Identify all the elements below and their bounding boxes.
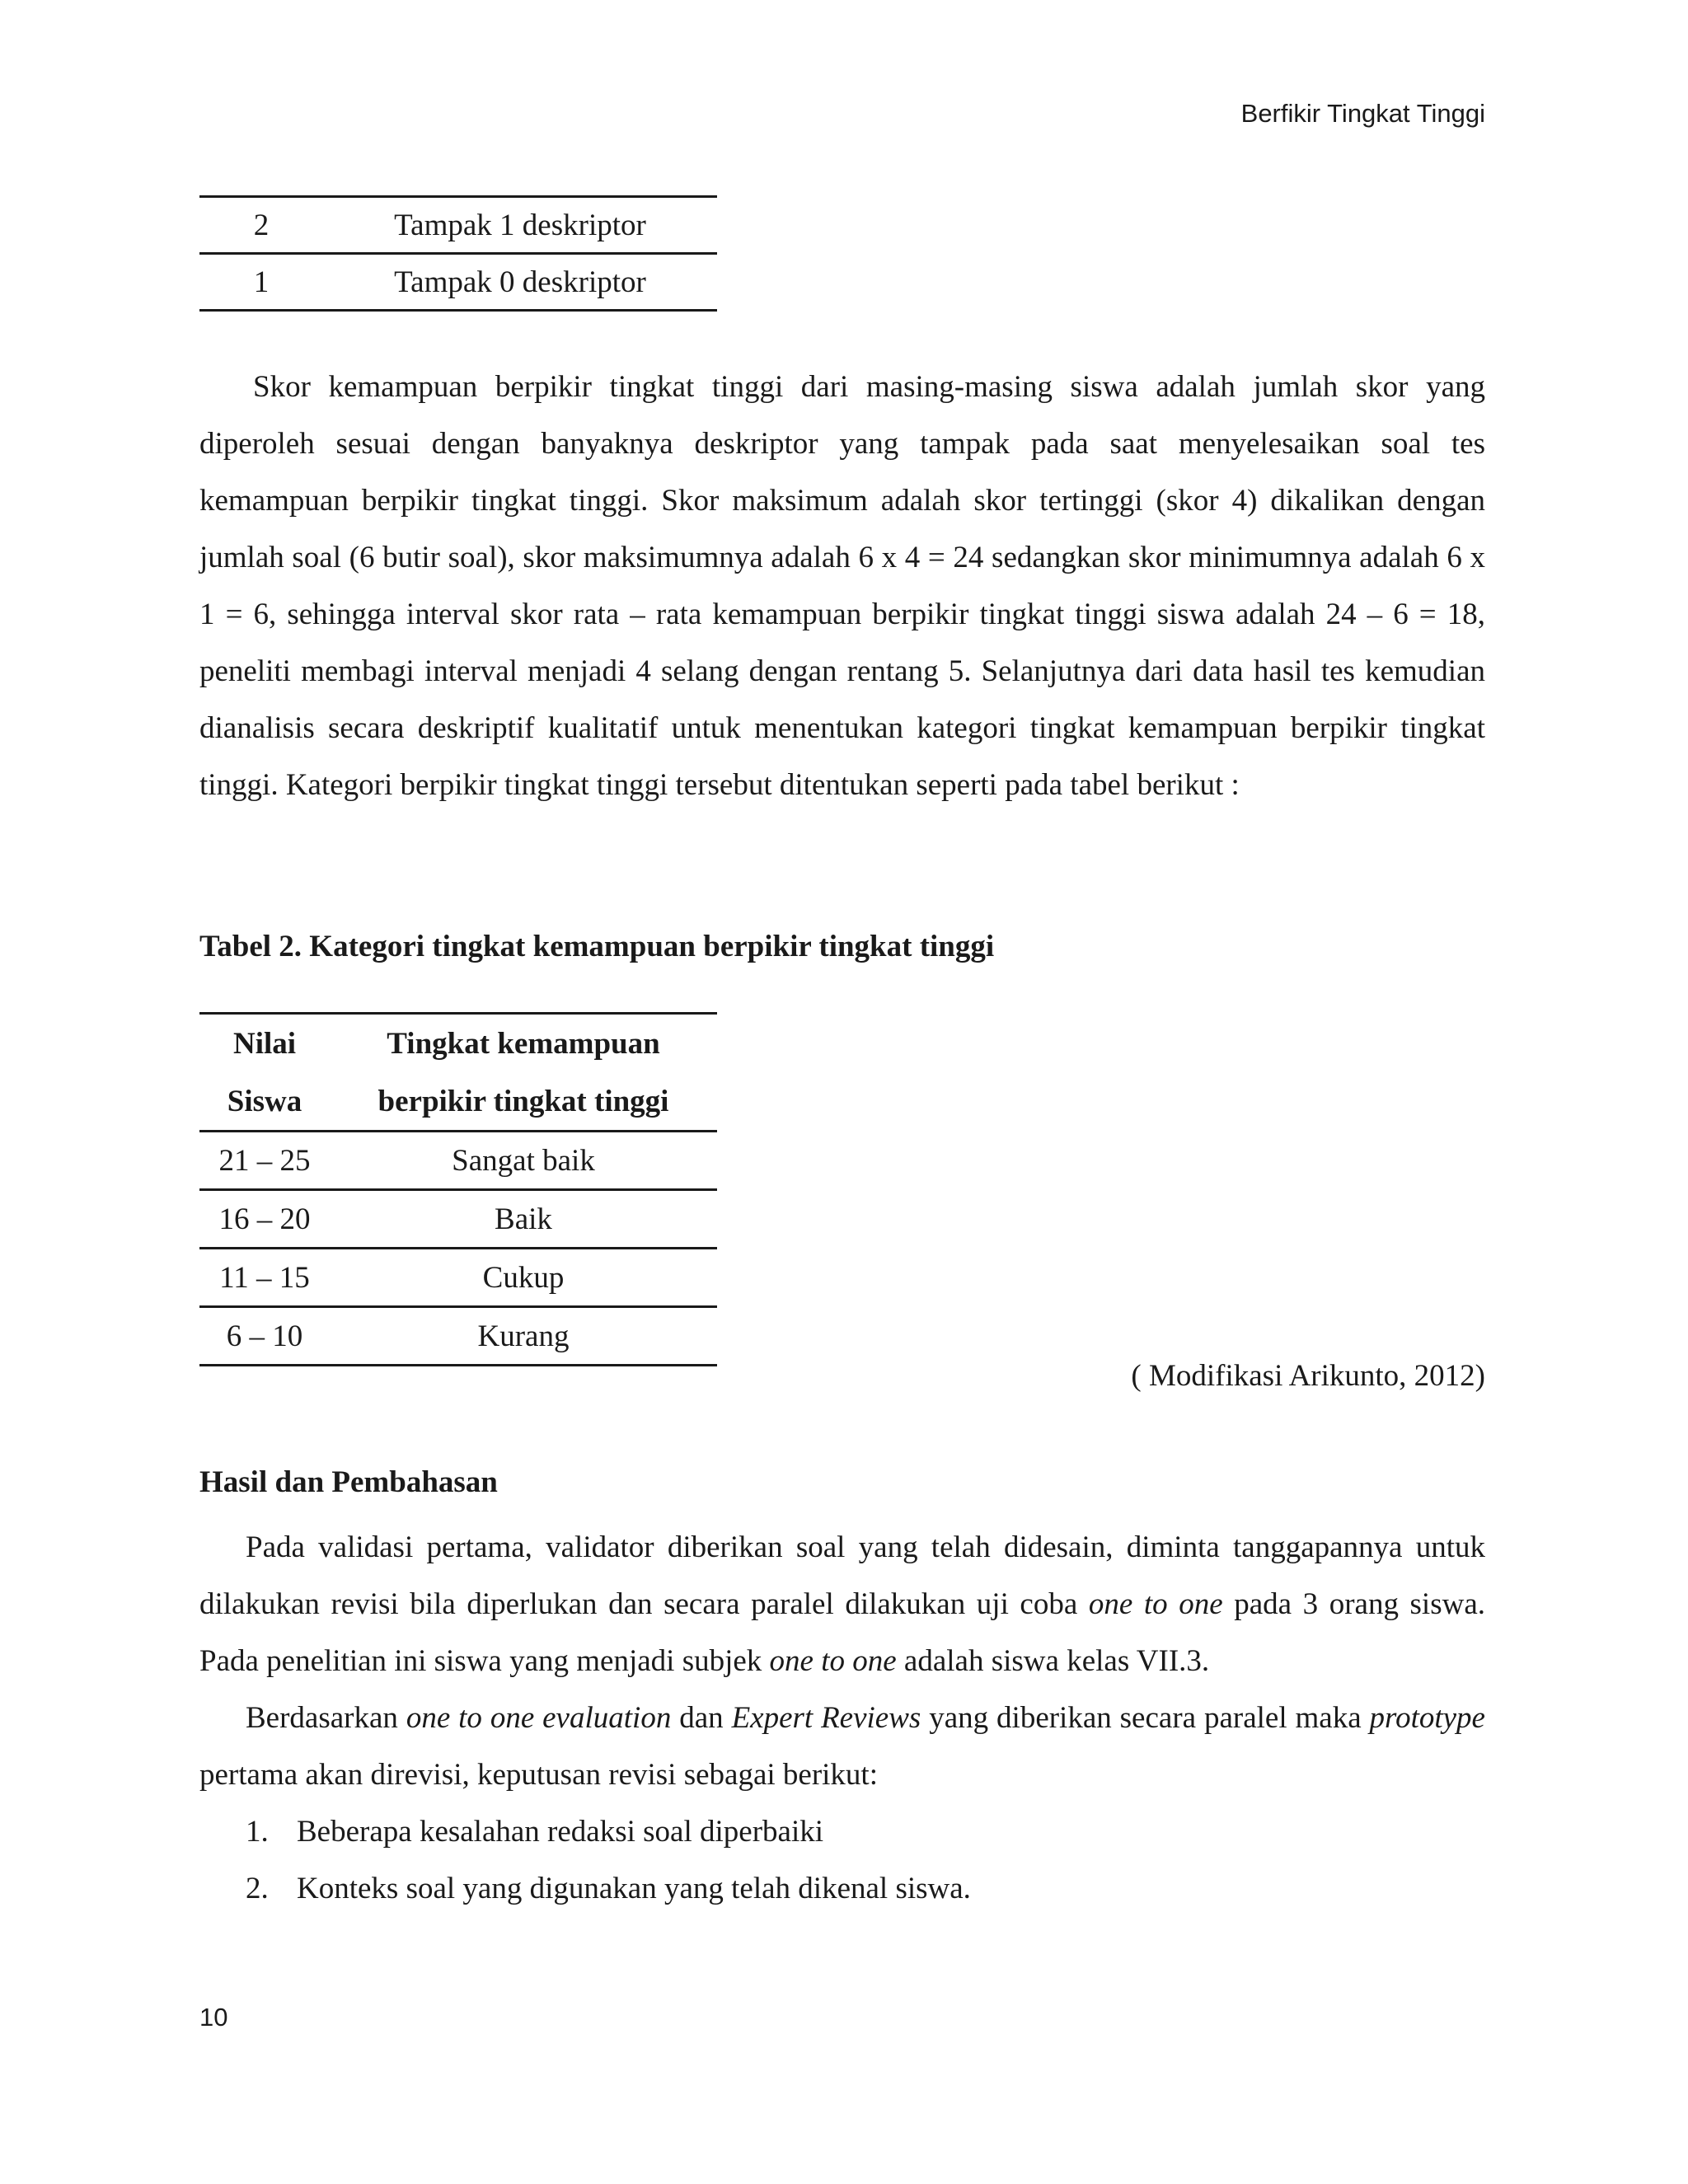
body-paragraph-validation xyxy=(199,1519,1485,1690)
table-header-row xyxy=(199,1014,717,1073)
text-run: Berdasarkan xyxy=(246,1701,406,1735)
score-cell: 2 xyxy=(253,208,270,242)
italic-term: one to one xyxy=(769,1644,897,1678)
italic-term: Expert Reviews xyxy=(731,1701,921,1735)
table-header-row xyxy=(199,1072,717,1132)
list-item xyxy=(246,1803,971,1860)
header-cell-siswa: Siswa xyxy=(227,1084,302,1118)
header-cell-berpikir: berpikir tingkat tinggi xyxy=(377,1084,669,1118)
body-paragraph-scoring: Skor kemampuan berpikir tingkat tinggi dari masing-masing siswa adalah jumlah skor yang diperoleh sesuai dengan banyaknya deskriptor yang tampak pada saat menyelesaikan soal tes kemampuan berpikir tingkat tinggi. Skor maksimum adalah skor tertinggi (skor 4) dikalikan dengan jumlah soal (6 butir soal), skor maksimumnya adalah 6 x 4 = 24 sedangkan skor minimumnya adalah 6 x 1 = 6, sehingga interval skor rata – rata kemampuan berpikir tingkat tinggi siswa adalah 24 – 6 = 18, peneliti membagi interval menjadi 4 selang dengan rentang 5. Selanjutnya dari data hasil tes kemudian dianalisis secara deskriptif kualitatif untuk menentukan kategori tingkat kemampuan berpikir tingkat tinggi. Kategori berpikir tingkat tinggi tersebut ditentukan seperti pada tabel berikut : xyxy=(199,370,1485,802)
text-run: dan xyxy=(671,1701,732,1735)
running-header: Berfikir Tingkat Tinggi xyxy=(1240,99,1485,128)
text-run: adalah siswa kelas VII.3. xyxy=(896,1644,1210,1678)
revision-list xyxy=(246,1803,971,1917)
italic-term: one to one xyxy=(1088,1587,1223,1621)
table-source-citation: ( Modifikasi Arikunto, 2012) xyxy=(1131,1359,1485,1393)
list-item-text: Konteks soal yang digunakan yang telah dikenal siswa. xyxy=(297,1872,971,1905)
descriptor-cell: Tampak 1 deskriptor xyxy=(394,208,646,242)
table-row xyxy=(199,1307,717,1366)
category-cell: Kurang xyxy=(477,1319,570,1353)
range-cell: 16 – 20 xyxy=(218,1202,311,1236)
category-cell: Sangat baik xyxy=(452,1143,595,1178)
category-cell: Baik xyxy=(495,1202,552,1236)
text-run: yang diberikan secara paralel maka xyxy=(921,1701,1370,1735)
range-cell: 21 – 25 xyxy=(218,1143,311,1178)
text-run: pertama akan direvisi, keputusan revisi sebagai berikut: xyxy=(199,1758,878,1792)
header-cell-tingkat: Tingkat kemampuan xyxy=(330,1014,717,1073)
table-caption: Tabel 2. Kategori tingkat kemampuan berpikir tingkat tinggi xyxy=(199,930,995,963)
list-number: 2. xyxy=(246,1872,269,1905)
header-cell-nilai: Nilai xyxy=(199,1014,330,1073)
table-row xyxy=(199,1190,717,1249)
table-row xyxy=(199,254,717,311)
category-cell: Cukup xyxy=(482,1260,565,1295)
score-descriptor-table xyxy=(199,195,717,312)
range-cell: 6 – 10 xyxy=(226,1319,303,1353)
italic-term: one to one evaluation xyxy=(406,1701,672,1735)
list-item xyxy=(246,1860,971,1917)
score-cell: 1 xyxy=(253,265,270,299)
table-row xyxy=(199,1249,717,1307)
text-run: pada 3 orang siswa. Pada penelitian ini siswa yang menjadi subjek xyxy=(199,1587,1485,1678)
list-item-text: Beberapa kesalahan redaksi soal diperbaiki xyxy=(297,1815,824,1849)
text-run: Pada validasi pertama, validator diberikan soal yang telah didesain, diminta tanggapannya untuk dilakukan revisi bila diperlukan dan secara paralel dilakukan uji coba xyxy=(199,1530,1485,1621)
table-row xyxy=(199,197,717,254)
category-table xyxy=(199,1012,717,1366)
section-heading: Hasil dan Pembahasan xyxy=(199,1465,498,1499)
range-cell: 11 – 15 xyxy=(219,1260,310,1295)
list-number: 1. xyxy=(246,1815,269,1849)
table-row xyxy=(199,1132,717,1190)
italic-term: prototype xyxy=(1369,1701,1485,1735)
page-number: 10 xyxy=(199,2003,228,2032)
body-paragraph-revision xyxy=(199,1690,1485,1803)
descriptor-cell: Tampak 0 deskriptor xyxy=(394,265,646,299)
